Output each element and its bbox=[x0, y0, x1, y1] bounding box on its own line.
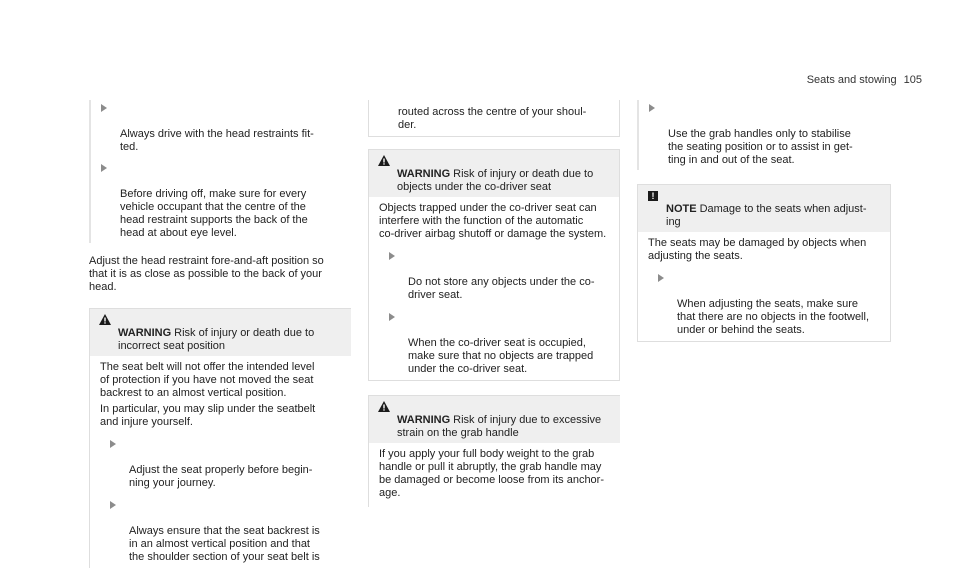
bullet-item bbox=[91, 102, 351, 154]
warning-header bbox=[90, 309, 351, 356]
warning-header bbox=[369, 396, 620, 443]
bullet-text: Adjust the seat properly before begin- ning your journey. bbox=[129, 464, 313, 489]
bullet-item bbox=[379, 250, 609, 302]
bullet-arrow-icon bbox=[110, 501, 116, 509]
warning-header bbox=[369, 150, 619, 197]
bullet-item bbox=[379, 311, 609, 376]
bullet-item bbox=[91, 162, 351, 240]
warning-keyword: WARNING bbox=[118, 327, 172, 339]
warning-body bbox=[369, 197, 619, 380]
warning-title: Risk of injury due to excessive strain on the grab handle bbox=[397, 414, 602, 439]
warning-paragraph: In particular, you may slip under the seatbelt and injure yourself. bbox=[100, 403, 316, 428]
section-title: Seats and stowing bbox=[806, 74, 897, 86]
warning-box-seat-position bbox=[89, 308, 351, 568]
note-title: Damage to the seats when adjust- ing bbox=[666, 203, 867, 228]
bullet-text: When adjusting the seats, make sure that there are no objects in the footwell, under or behind the seats. bbox=[677, 298, 870, 336]
note-header bbox=[638, 185, 890, 232]
bullet-arrow-icon bbox=[110, 440, 116, 448]
page-number: 105 bbox=[903, 74, 922, 86]
continued-text: routed across the centre of your shoul- der. bbox=[398, 106, 587, 131]
warning-paragraph: Objects trapped under the co-driver seat can interfere with the function of the automatic co-driver airbag shutoff or damage the system. bbox=[379, 202, 607, 240]
warning-triangle-icon bbox=[378, 155, 390, 166]
bullet-text: When the co-driver seat is occupied, make sure that no objects are trapped under the co-driver seat. bbox=[408, 337, 594, 375]
note-body bbox=[638, 232, 890, 341]
bullet-text: Before driving off, make sure for every vehicle occupant that the centre of the head restraint supports the back of the head at about eye level. bbox=[120, 188, 308, 239]
bullet-text: Always drive with the head restraints fit- ted. bbox=[120, 128, 314, 153]
exclamation-icon: ! bbox=[648, 191, 658, 201]
warning-body bbox=[369, 443, 620, 507]
bullet-list-head-restraints bbox=[89, 100, 351, 243]
bullet-item bbox=[100, 499, 341, 564]
bullet-arrow-icon bbox=[389, 252, 395, 260]
bullet-arrow-icon bbox=[101, 164, 107, 172]
warning-title: Risk of injury or death due to incorrect seat position bbox=[118, 327, 315, 352]
page-header bbox=[807, 74, 922, 86]
bullet-item bbox=[648, 272, 880, 337]
bullet-arrow-icon bbox=[649, 104, 655, 112]
warning-title: Risk of injury or death due to objects under the co-driver seat bbox=[397, 168, 594, 193]
warning-box-codriver-seat bbox=[368, 149, 620, 381]
column-3 bbox=[637, 100, 891, 342]
note-paragraph: The seats may be damaged by objects when adjusting the seats. bbox=[648, 237, 867, 262]
bullet-list-grab-handles bbox=[637, 100, 891, 170]
warning-keyword: WARNING bbox=[397, 414, 451, 426]
paragraph-head-restraint: Adjust the head restraint fore-and-aft position so that it is as close as possible to the back of your head. bbox=[89, 255, 324, 293]
bullet-arrow-icon bbox=[101, 104, 107, 112]
warning-paragraph: If you apply your full body weight to the grab handle or pull it abruptly, the grab handle may be damaged or become loose from its anchor- age. bbox=[379, 448, 605, 499]
bullet-text: Always ensure that the seat backrest is in an almost vertical position and that the shoulder section of your seat belt is bbox=[129, 525, 320, 563]
warning-triangle-icon bbox=[378, 401, 390, 412]
bullet-text: Use the grab handles only to stabilise the seating position or to assist in get- ting in and out of the seat. bbox=[668, 128, 853, 166]
warning-box-grab-handle bbox=[368, 395, 620, 507]
bullet-arrow-icon bbox=[658, 274, 664, 282]
bullet-item bbox=[100, 438, 341, 490]
bullet-item bbox=[639, 102, 891, 167]
bullet-text: Do not store any objects under the co- driver seat. bbox=[408, 276, 595, 301]
warning-triangle-icon bbox=[99, 314, 111, 325]
warning-paragraph: The seat belt will not offer the intended level of protection if you have not moved the seat backrest to an almost vertical position. bbox=[100, 361, 315, 399]
note-box-seat-damage bbox=[637, 184, 891, 342]
warning-body bbox=[90, 356, 351, 568]
column-1 bbox=[89, 100, 351, 568]
warning-keyword: WARNING bbox=[397, 168, 451, 180]
column-2 bbox=[368, 100, 620, 507]
note-keyword: NOTE bbox=[666, 203, 697, 215]
bullet-arrow-icon bbox=[389, 313, 395, 321]
continued-bullet-box bbox=[368, 100, 620, 137]
